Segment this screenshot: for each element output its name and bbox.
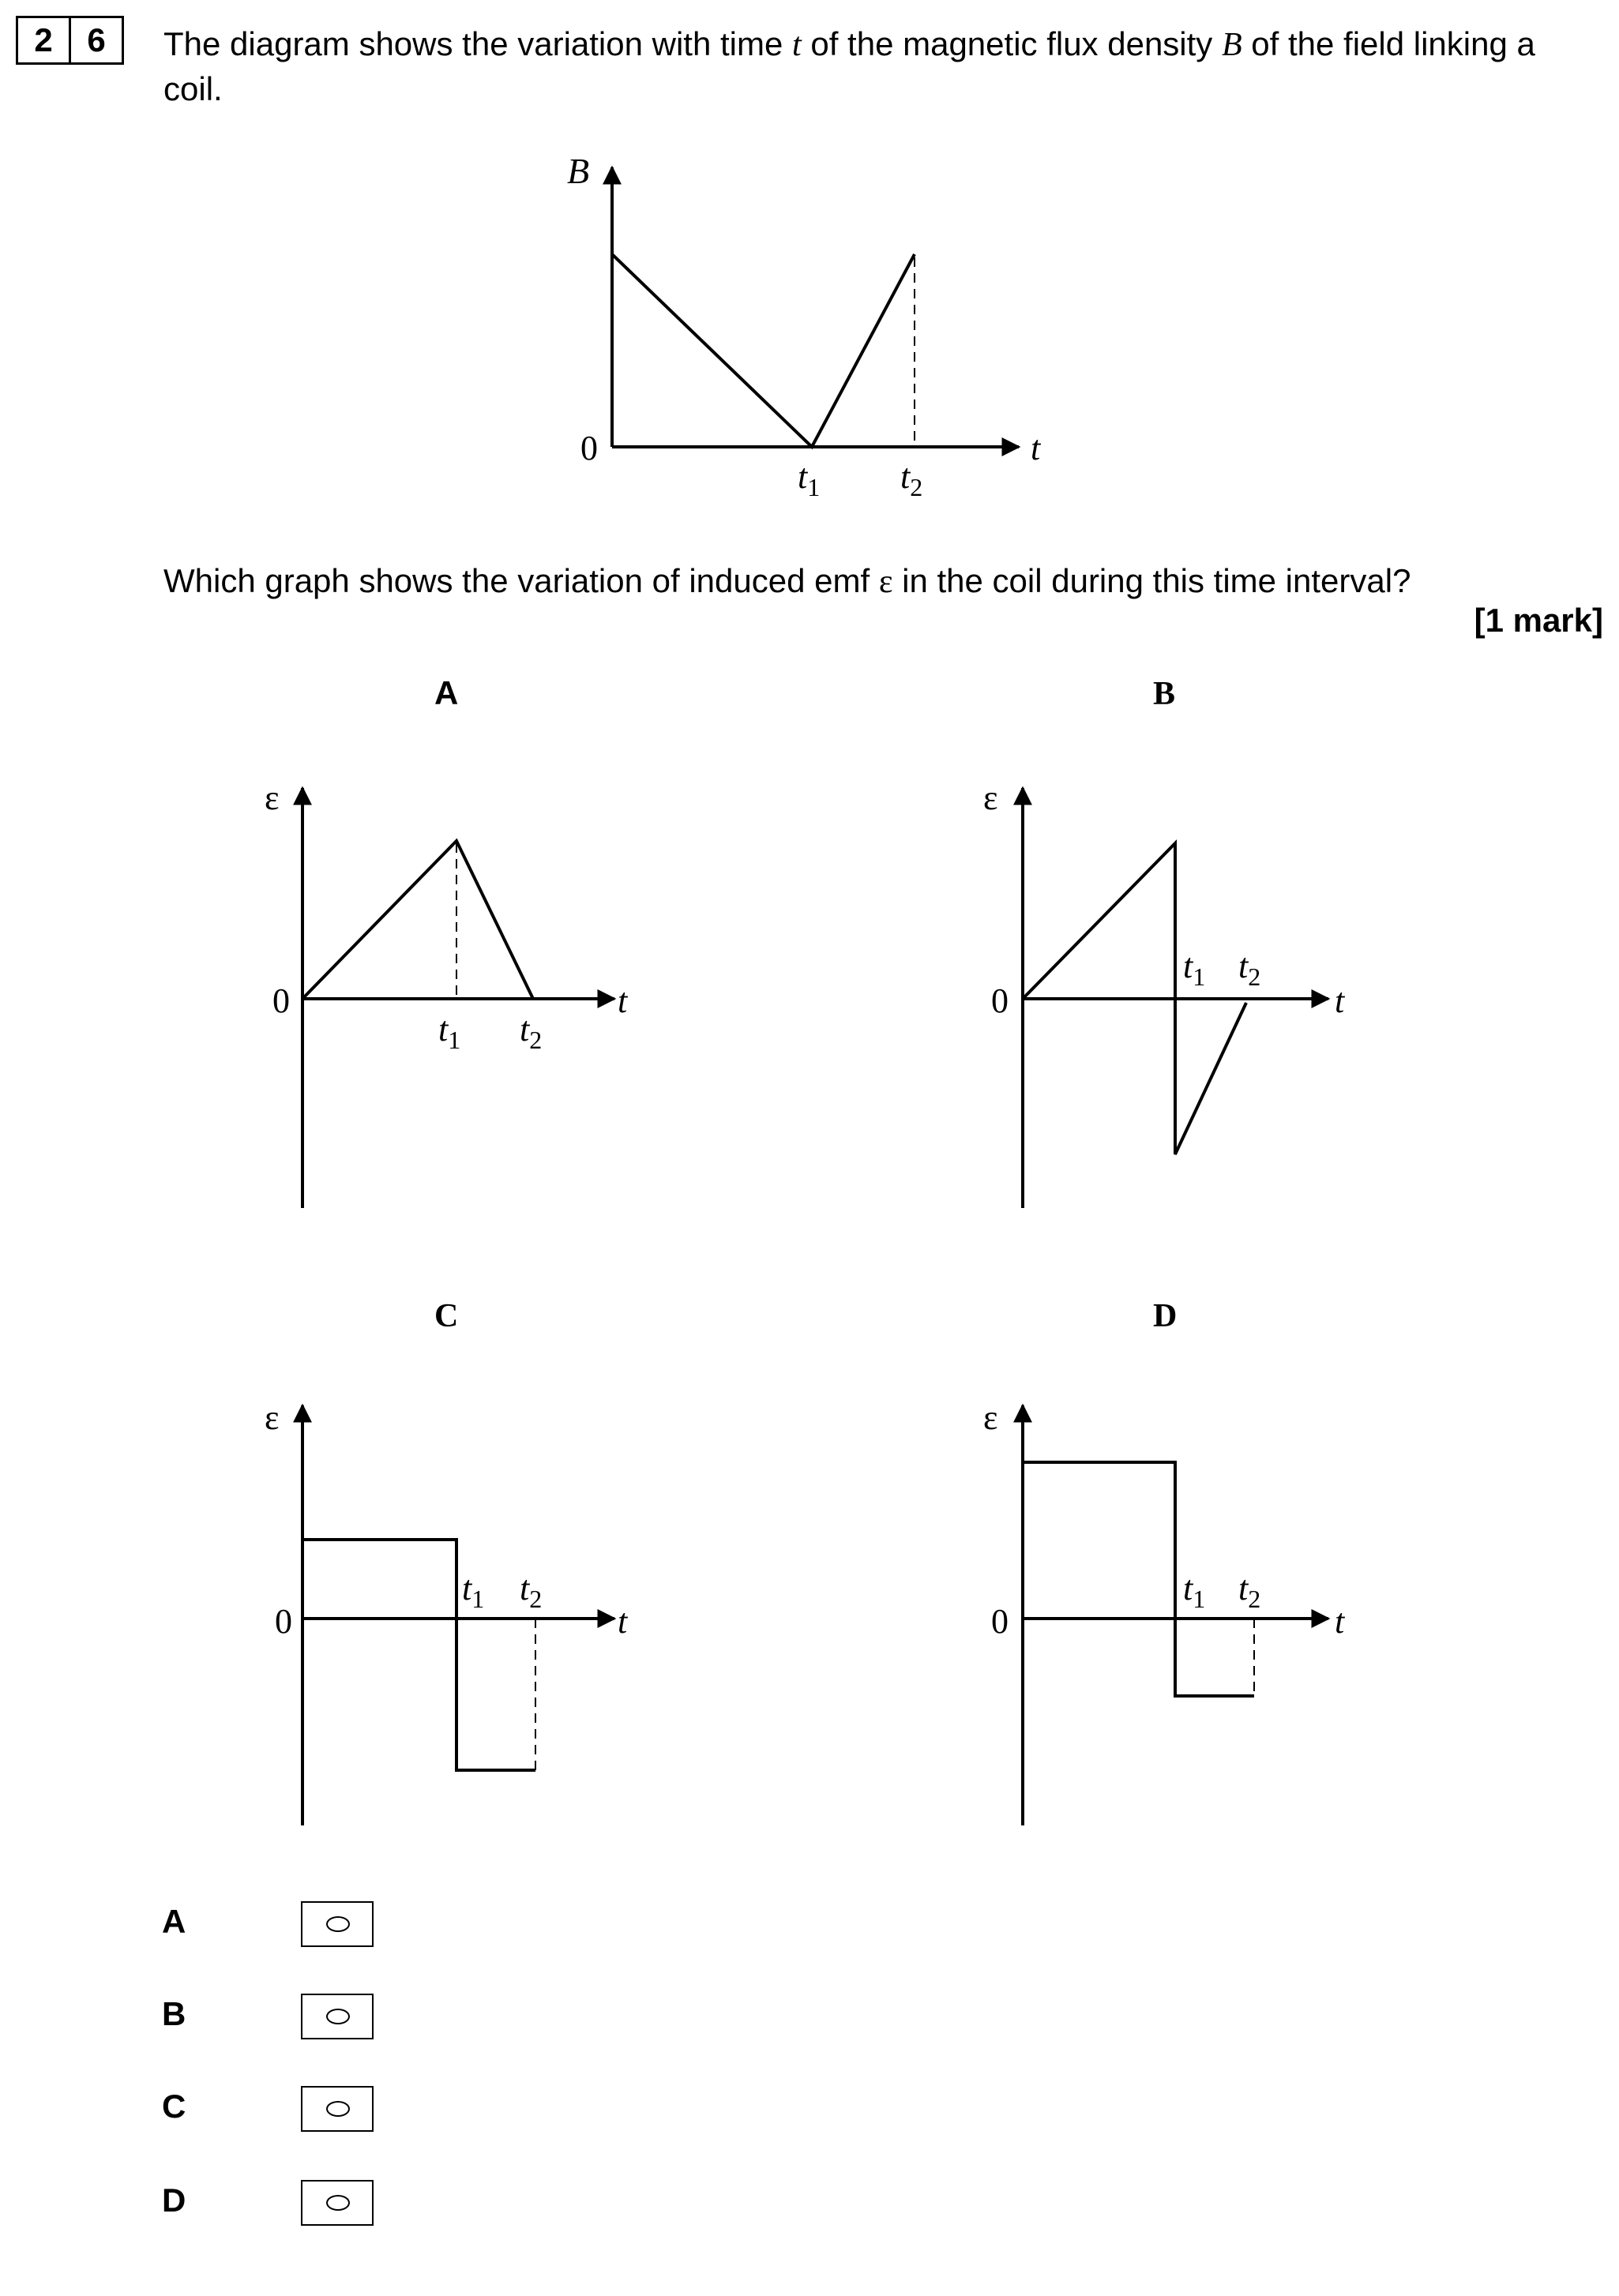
choice-d-box[interactable] bbox=[301, 2180, 374, 2226]
graph-a-y-label: ε bbox=[265, 778, 280, 817]
choice-b-box[interactable] bbox=[301, 1994, 374, 2039]
graph-a-t2-sub: 2 bbox=[529, 1026, 543, 1054]
graph-a-curve bbox=[302, 841, 533, 999]
graph-c-t2-sub: 2 bbox=[529, 1585, 543, 1613]
choice-c-oval[interactable] bbox=[326, 2101, 350, 2117]
main-tick-t2 bbox=[900, 457, 922, 501]
choice-b-label: B bbox=[162, 1995, 186, 2032]
graph-d-origin: 0 bbox=[991, 1602, 1009, 1641]
graph-a-origin: 0 bbox=[272, 981, 290, 1020]
choice-d-oval[interactable] bbox=[326, 2195, 350, 2211]
choice-a-label: A bbox=[162, 1903, 186, 1940]
graph-b-t1-var: t bbox=[1183, 947, 1193, 985]
graph-b bbox=[983, 676, 1346, 1208]
graph-c-t2 bbox=[520, 1569, 542, 1613]
graph-b-t2 bbox=[1238, 947, 1260, 991]
graph-d-y-label: ε bbox=[983, 1398, 998, 1437]
graph-b-t1-sub: 1 bbox=[1193, 962, 1206, 991]
main-origin: 0 bbox=[580, 429, 598, 467]
graph-d-label: D bbox=[1153, 1298, 1178, 1334]
graph-b-x-label: t bbox=[1335, 981, 1345, 1020]
graph-c-t1-sub: 1 bbox=[471, 1585, 485, 1613]
graph-d-curve bbox=[1023, 1462, 1254, 1696]
choice-a-oval[interactable] bbox=[326, 1916, 350, 1932]
graph-d-t2 bbox=[1238, 1569, 1260, 1613]
graph-b-t2-var: t bbox=[1238, 947, 1249, 985]
stem-text-3: of the field linking a coil. bbox=[163, 25, 1535, 107]
graph-a-t1 bbox=[438, 1010, 460, 1054]
graph-d-t2-var: t bbox=[1238, 1569, 1249, 1608]
graph-c-curve bbox=[302, 1540, 535, 1770]
graph-a-x-label: t bbox=[618, 981, 628, 1020]
stem-var-b: B bbox=[1221, 27, 1242, 63]
graph-b-y-label: ε bbox=[983, 778, 998, 817]
graph-b-origin: 0 bbox=[991, 981, 1009, 1020]
question-text-1: Which graph shows the variation of induced emf bbox=[163, 562, 879, 599]
stem-text-1: The diagram shows the variation with time bbox=[163, 25, 793, 62]
graph-a-t2 bbox=[520, 1010, 542, 1054]
main-tick-t1 bbox=[798, 457, 820, 501]
main-tick-t1-var: t bbox=[798, 457, 808, 496]
graph-c-label: C bbox=[434, 1298, 459, 1334]
option-graphs bbox=[0, 663, 1619, 1848]
question-number-digit-1: 2 bbox=[16, 16, 71, 65]
main-x-label: t bbox=[1031, 429, 1041, 467]
choice-c-label: C bbox=[162, 2088, 186, 2125]
main-tick-t1-sub: 1 bbox=[807, 473, 821, 501]
graph-a-t1-var: t bbox=[438, 1010, 449, 1049]
graph-b-t1 bbox=[1183, 947, 1205, 991]
main-tick-t2-var: t bbox=[900, 457, 911, 496]
stem-var-t: t bbox=[792, 27, 802, 63]
graph-d-x-label: t bbox=[1335, 1602, 1345, 1641]
question-var-emf: ε bbox=[878, 564, 893, 600]
graph-c-t2-var: t bbox=[520, 1569, 530, 1608]
question-number-digit-2: 6 bbox=[71, 16, 124, 65]
graph-b-label: B bbox=[1153, 676, 1176, 712]
graph-a-t2-var: t bbox=[520, 1010, 530, 1049]
graph-a-t1-sub: 1 bbox=[448, 1026, 461, 1054]
graph-c-y-label: ε bbox=[265, 1398, 280, 1437]
main-y-label: B bbox=[567, 151, 590, 191]
main-graph bbox=[0, 0, 1619, 553]
choice-a-box[interactable] bbox=[301, 1901, 374, 1947]
marks-label: [1 mark] bbox=[1474, 602, 1603, 639]
graph-c bbox=[265, 1298, 629, 1825]
question-text bbox=[163, 559, 1411, 604]
graph-b-t2-sub: 2 bbox=[1248, 962, 1261, 991]
graph-d-t2-sub: 2 bbox=[1248, 1585, 1261, 1613]
graph-d-t1-var: t bbox=[1183, 1569, 1193, 1608]
graph-a-label: A bbox=[434, 674, 459, 711]
stem-text-2: of the magnetic flux density bbox=[801, 25, 1222, 62]
graph-c-t1-var: t bbox=[462, 1569, 472, 1608]
graph-c-t1 bbox=[462, 1569, 484, 1613]
main-b-curve bbox=[612, 254, 915, 447]
graph-a bbox=[265, 674, 629, 1208]
choice-c-box[interactable] bbox=[301, 2086, 374, 2132]
graph-d-t1 bbox=[1183, 1569, 1205, 1613]
main-tick-t2-sub: 2 bbox=[910, 473, 923, 501]
graph-d bbox=[983, 1298, 1346, 1825]
choice-b-oval[interactable] bbox=[326, 2009, 350, 2024]
graph-d-t1-sub: 1 bbox=[1193, 1585, 1206, 1613]
graph-c-x-label: t bbox=[618, 1602, 628, 1641]
choice-d-label: D bbox=[162, 2182, 186, 2219]
question-text-2: in the coil during this time interval? bbox=[892, 562, 1411, 599]
graph-c-origin: 0 bbox=[275, 1602, 292, 1641]
